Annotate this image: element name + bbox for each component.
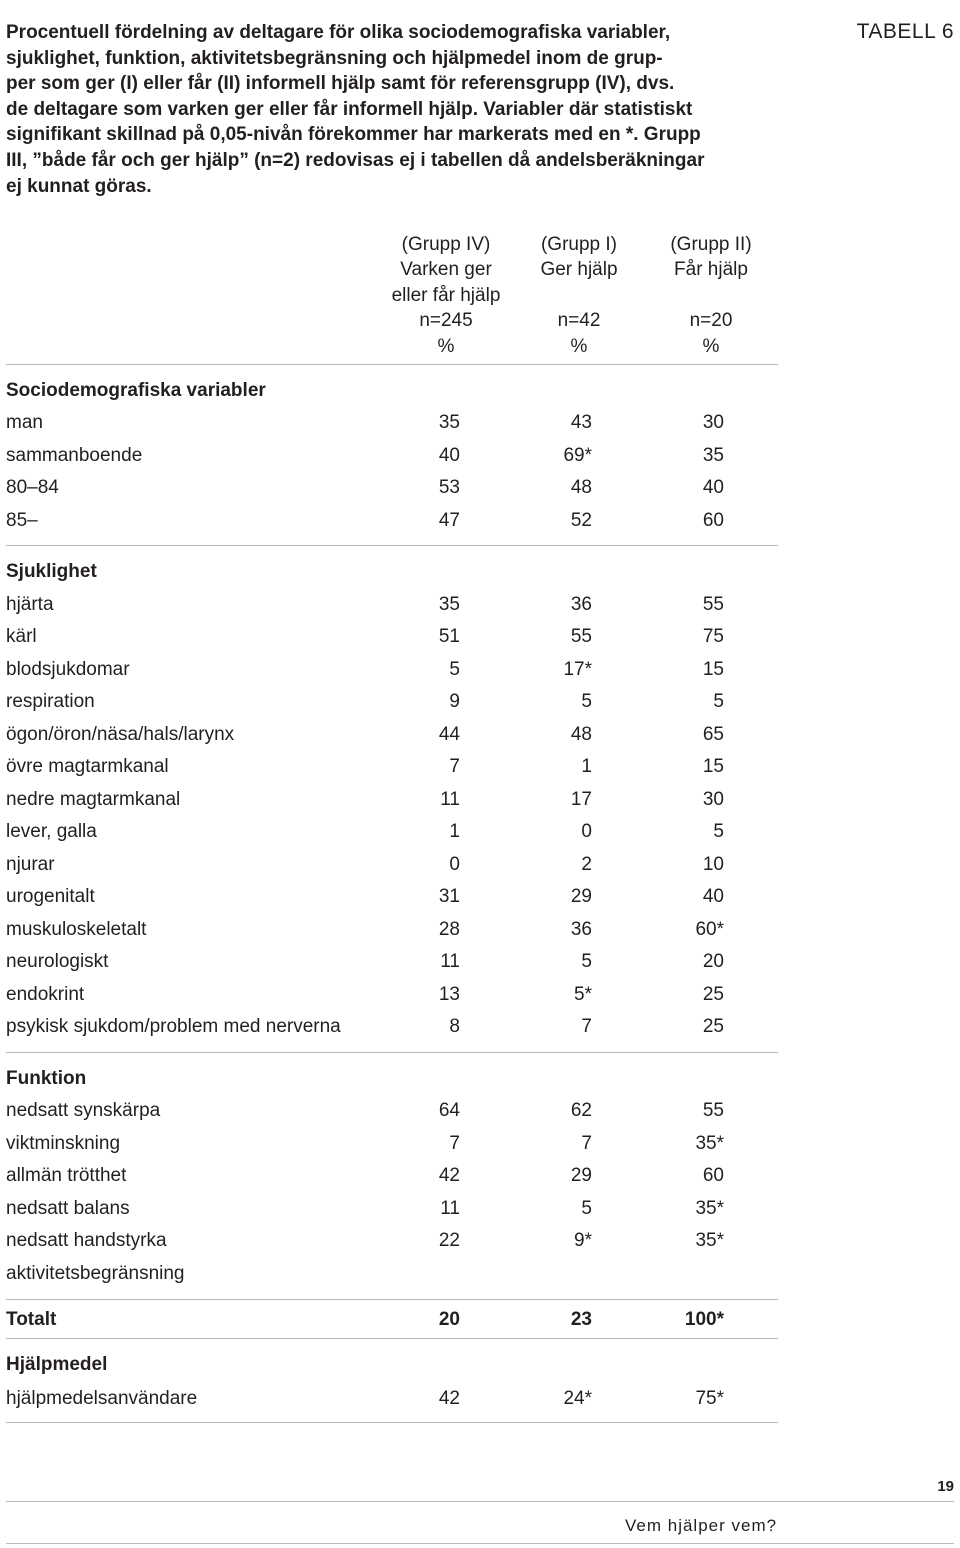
cell-grupp-ii: 20	[702, 951, 724, 972]
cell-grupp-ii: 5	[713, 821, 724, 842]
caption-line: sjuklighet, funktion, aktivitetsbegränsning och hjälpmedel inom de grup-	[6, 47, 663, 69]
cell-grupp-ii: 15	[702, 659, 724, 680]
header-line: Får hjälp	[674, 259, 748, 281]
cell-grupp-iv: 11	[440, 1198, 460, 1219]
cell-grupp-iv: 44	[438, 724, 460, 745]
cell-grupp-i: 5*	[574, 984, 592, 1005]
header-line: eller får hjälp	[391, 284, 501, 306]
cell-grupp-iv: 7	[449, 1133, 460, 1154]
row-label: nedre magtarmkanal	[6, 789, 181, 810]
cell-grupp-ii: 5	[713, 691, 724, 712]
cell-grupp-i: 29	[570, 886, 592, 907]
table-row	[0, 1263, 800, 1295]
cell-grupp-i: 23	[570, 1309, 592, 1330]
cell-grupp-iv: 9	[449, 691, 460, 712]
footer-title: Vem hjälper vem?	[625, 1516, 778, 1535]
table-row	[0, 724, 800, 756]
cell-grupp-i: 48	[570, 477, 592, 498]
footer-divider	[6, 1501, 954, 1502]
cell-grupp-iv: 51	[438, 626, 460, 647]
cell-grupp-i: 36	[570, 919, 592, 940]
table-row	[0, 854, 800, 886]
row-label: kärl	[6, 626, 37, 647]
header-line: n=42	[557, 310, 601, 332]
header-line: %	[702, 335, 720, 357]
table-row	[0, 1133, 800, 1165]
row-label: 85–	[6, 510, 38, 531]
cell-grupp-ii: 35*	[695, 1198, 724, 1219]
cell-grupp-i: 7	[581, 1133, 592, 1154]
cell-grupp-iv: 11	[440, 951, 460, 972]
cell-grupp-iv: 31	[438, 886, 460, 907]
section-heading	[0, 1354, 800, 1386]
cell-grupp-ii: 55	[702, 1100, 724, 1121]
cell-grupp-iv: 64	[438, 1100, 460, 1121]
table-row	[0, 1230, 800, 1262]
cell-grupp-iv: 42	[438, 1165, 460, 1186]
cell-grupp-ii: 75	[702, 626, 724, 647]
caption-line: de deltagare som varken ger eller får informell hjälp. Variabler där statistiskt	[6, 98, 693, 120]
cell-grupp-ii: 55	[702, 594, 724, 615]
row-label: lever, galla	[6, 821, 97, 842]
table-divider	[6, 545, 778, 546]
cell-grupp-ii: 35*	[695, 1133, 724, 1154]
table-divider	[6, 1422, 778, 1423]
cell-grupp-iv: 53	[438, 477, 460, 498]
table-number-label: TABELL 6	[856, 20, 954, 43]
header-line: Varken ger	[400, 259, 492, 281]
header-line: %	[570, 335, 588, 357]
cell-grupp-i: 17	[570, 789, 592, 810]
row-label: man	[6, 412, 43, 433]
cell-grupp-i: 36	[570, 594, 592, 615]
cell-grupp-iv: 7	[449, 756, 460, 777]
table-row	[0, 626, 800, 658]
table-row-total	[0, 1309, 800, 1341]
row-label: övre magtarmkanal	[6, 756, 169, 777]
cell-grupp-iv: 42	[438, 1388, 460, 1409]
table-row	[0, 1016, 800, 1048]
section-title: Sjuklighet	[6, 561, 97, 582]
table-row	[0, 1388, 800, 1420]
row-label: nedsatt synskärpa	[6, 1100, 161, 1121]
table-row	[0, 756, 800, 788]
caption-line: III, ”både får och ger hjälp” (n=2) redovisas ej i tabellen då andelsberäkningar	[6, 149, 705, 171]
caption-line: ej kunnat göras.	[6, 175, 152, 197]
header-line	[504, 283, 654, 308]
row-label: Totalt	[6, 1309, 57, 1330]
column-header-grupp-iv	[371, 232, 521, 359]
cell-grupp-ii: 30	[702, 789, 724, 810]
cell-grupp-ii: 10	[702, 854, 724, 875]
column-header-grupp-ii	[636, 232, 786, 359]
row-label: hjärta	[6, 594, 54, 615]
table-divider	[6, 364, 778, 365]
caption-line: Procentuell fördelning av deltagare för olika sociodemografiska variabler,	[6, 22, 671, 43]
cell-grupp-i: 48	[570, 724, 592, 745]
cell-grupp-iv: 11	[440, 789, 460, 810]
cell-grupp-iv: 40	[438, 445, 460, 466]
row-label: urogenitalt	[6, 886, 95, 907]
row-label: nedsatt balans	[6, 1198, 130, 1219]
header-line: Ger hjälp	[540, 259, 618, 281]
table-row	[0, 789, 800, 821]
cell-grupp-iv: 5	[449, 659, 460, 680]
row-label: ögon/öron/näsa/hals/larynx	[6, 724, 235, 745]
cell-grupp-ii: 35	[702, 445, 724, 466]
header-line: (Grupp IV)	[401, 234, 491, 255]
table-row	[0, 659, 800, 691]
table-row	[0, 691, 800, 723]
row-label: neurologiskt	[6, 951, 109, 972]
cell-grupp-i: 24*	[563, 1388, 592, 1409]
table-divider	[6, 1338, 778, 1339]
table-row	[0, 412, 800, 444]
cell-grupp-iv: 35	[438, 412, 460, 433]
table-divider	[6, 1052, 778, 1053]
cell-grupp-ii: 25	[702, 1016, 724, 1037]
cell-grupp-iv: 0	[449, 854, 460, 875]
cell-grupp-iv: 8	[449, 1016, 460, 1037]
table-row	[0, 594, 800, 626]
cell-grupp-i: 9*	[574, 1230, 592, 1251]
table-row	[0, 984, 800, 1016]
page-number: 19	[937, 1478, 954, 1495]
cell-grupp-i: 43	[570, 412, 592, 433]
cell-grupp-ii: 75*	[695, 1388, 724, 1409]
table-row	[0, 1165, 800, 1197]
header-line: %	[437, 335, 455, 357]
header-line: (Grupp I)	[540, 234, 618, 255]
cell-grupp-iv: 28	[438, 919, 460, 940]
cell-grupp-iv: 22	[438, 1230, 460, 1251]
cell-grupp-i: 69*	[563, 445, 592, 466]
row-label: sammanboende	[6, 445, 143, 466]
cell-grupp-ii: 25	[702, 984, 724, 1005]
header-line: (Grupp II)	[670, 234, 752, 255]
table-row	[0, 919, 800, 951]
cell-grupp-iv: 1	[449, 821, 460, 842]
header-line: n=245	[419, 310, 473, 332]
cell-grupp-iv: 47	[438, 510, 460, 531]
cell-grupp-i: 52	[570, 510, 592, 531]
cell-grupp-i: 7	[581, 1016, 592, 1037]
cell-grupp-iv: 35	[438, 594, 460, 615]
cell-grupp-i: 62	[570, 1100, 592, 1121]
section-heading	[0, 380, 800, 412]
cell-grupp-iv: 13	[438, 984, 460, 1005]
row-label: allmän trötthet	[6, 1165, 127, 1186]
table-row	[0, 951, 800, 983]
row-label: aktivitetsbegränsning	[6, 1263, 185, 1284]
cell-grupp-ii: 60*	[695, 919, 724, 940]
table-row	[0, 1198, 800, 1230]
cell-grupp-i: 5	[581, 691, 592, 712]
cell-grupp-ii: 60	[702, 1165, 724, 1186]
row-label: respiration	[6, 691, 95, 712]
cell-grupp-i: 1	[581, 756, 592, 777]
caption-line: signifikant skillnad på 0,05-nivån förekommer har markerats med en *. Grupp	[6, 124, 701, 146]
cell-grupp-i: 17*	[563, 659, 592, 680]
table-row	[0, 445, 800, 477]
row-label: blodsjukdomar	[6, 659, 130, 680]
cell-grupp-ii: 60	[702, 510, 724, 531]
caption-line: per som ger (I) eller får (II) informell hjälp samt för referensgrupp (IV), dvs.	[6, 73, 675, 95]
cell-grupp-ii: 40	[702, 886, 724, 907]
header-line	[636, 283, 786, 308]
cell-grupp-i: 5	[581, 951, 592, 972]
row-label: endokrint	[6, 984, 85, 1005]
cell-grupp-i: 55	[570, 626, 592, 647]
row-label: muskuloskeletalt	[6, 919, 147, 940]
table-row	[0, 821, 800, 853]
cell-grupp-ii: 65	[702, 724, 724, 745]
table-caption	[6, 20, 796, 199]
section-title: Hjälpmedel	[6, 1354, 108, 1375]
cell-grupp-i: 2	[581, 854, 592, 875]
cell-grupp-ii: 35*	[695, 1230, 724, 1251]
footer-divider	[6, 1543, 954, 1544]
column-header-grupp-i	[504, 232, 654, 359]
table-row	[0, 1100, 800, 1132]
cell-grupp-ii: 100*	[684, 1309, 724, 1330]
row-label: njurar	[6, 854, 55, 875]
section-heading	[0, 1068, 800, 1100]
header-line: n=20	[689, 310, 733, 332]
table-divider	[6, 1299, 778, 1300]
row-label: hjälpmedelsanvändare	[6, 1388, 198, 1409]
table-row	[0, 477, 800, 509]
cell-grupp-i: 29	[570, 1165, 592, 1186]
cell-grupp-iv: 20	[438, 1309, 460, 1330]
table-row	[0, 510, 800, 542]
row-label: 80–84	[6, 477, 59, 498]
row-label: viktminskning	[6, 1133, 121, 1154]
cell-grupp-i: 5	[581, 1198, 592, 1219]
table-row	[0, 886, 800, 918]
cell-grupp-ii: 15	[702, 756, 724, 777]
cell-grupp-i: 0	[581, 821, 592, 842]
row-label: psykisk sjukdom/problem med nerverna	[6, 1016, 341, 1037]
section-title: Funktion	[6, 1068, 87, 1089]
row-label: nedsatt handstyrka	[6, 1230, 167, 1251]
cell-grupp-ii: 30	[702, 412, 724, 433]
cell-grupp-ii: 40	[702, 477, 724, 498]
section-heading	[0, 561, 800, 593]
section-title: Sociodemografiska variabler	[6, 380, 266, 401]
